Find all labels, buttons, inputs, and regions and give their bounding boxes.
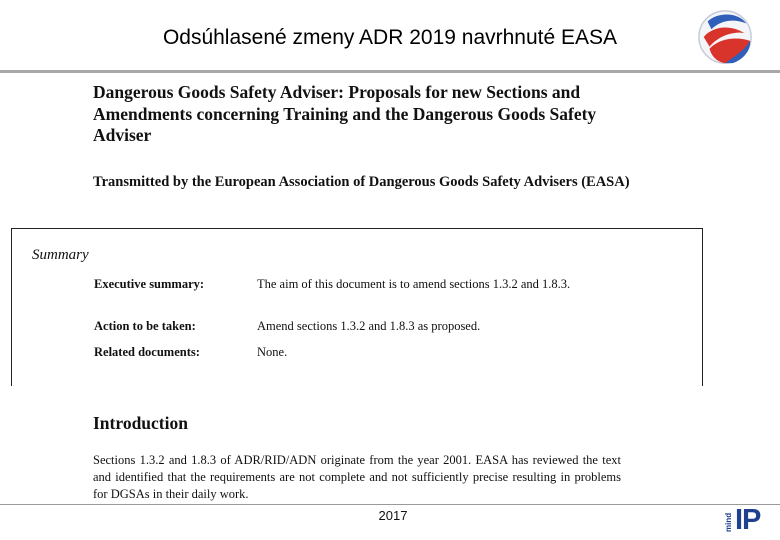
- mindip-logo-icon: [724, 504, 770, 537]
- footer-divider: [0, 504, 780, 505]
- summary-value: The aim of this document is to amend sections 1.3.2 and 1.8.3.: [257, 277, 571, 291]
- footer-year: 2017: [378, 508, 408, 523]
- document-heading: Dangerous Goods Safety Adviser: Proposals for new Sections and Amendments concerning Training and the Dangerous Goods Safety Adviser: [93, 82, 597, 145]
- summary-value: None.: [257, 345, 288, 359]
- ball-logo-icon: [696, 8, 754, 66]
- summary-label: Executive summary:: [94, 277, 205, 291]
- logo-tag: mind: [724, 512, 733, 532]
- summary-label: Related documents:: [94, 345, 200, 359]
- document-subheading: Transmitted by the European Association of Dangerous Goods Safety Advisers (EASA): [93, 174, 630, 190]
- slide-title: Odsúhlasené zmeny ADR 2019 navrhnuté EASA: [162, 26, 618, 49]
- summary-value: Amend sections 1.3.2 and 1.8.3 as proposed.: [257, 319, 481, 333]
- summary-label: Action to be taken:: [94, 319, 196, 333]
- summary-title: Summary: [32, 247, 89, 263]
- summary-box: [11, 228, 703, 386]
- introduction-heading: Introduction: [93, 413, 188, 433]
- introduction-body: Sections 1.3.2 and 1.8.3 of ADR/RID/ADN originate from the year 2001. EASA has reviewed the text and identified that the requirements are not complete and not sufficiently precise resulting in problems for DGSAs in their daily work.: [93, 453, 621, 501]
- header-divider: [0, 70, 780, 73]
- logo-mark: IP: [735, 504, 761, 536]
